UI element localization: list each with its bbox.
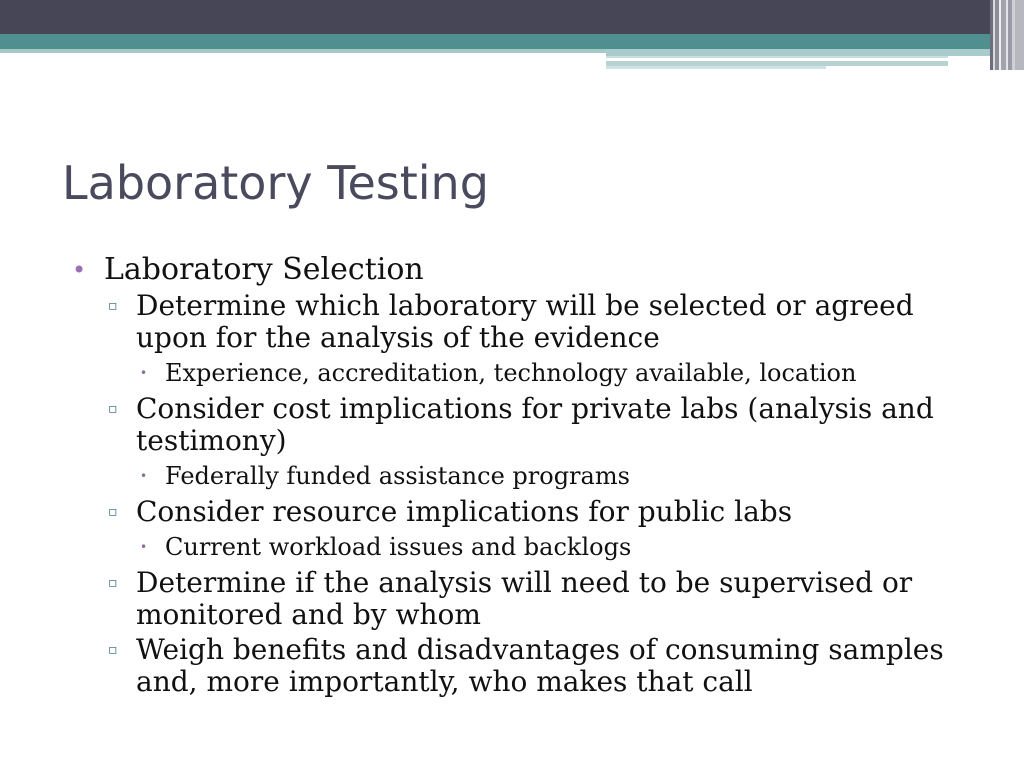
bullet-marker-icon: • — [140, 540, 148, 554]
bullet-text: Current workload issues and backlogs — [165, 533, 632, 561]
bullet-level-2 — [72, 290, 972, 354]
header-band-light — [0, 49, 606, 53]
bullet-level-1 — [72, 252, 972, 288]
bullet-level-2 — [72, 496, 972, 528]
header-band-teal — [0, 34, 1024, 49]
header-band-dark — [0, 0, 1024, 34]
bullet-marker-icon: • — [140, 366, 148, 380]
bullet-text: Consider resource implications for public labs — [136, 495, 793, 528]
header-accent-line — [606, 66, 826, 69]
header-accent-block — [606, 49, 996, 56]
bullet-level-3 — [72, 357, 972, 390]
bullet-marker-icon: • — [140, 469, 148, 483]
bullet-text: Determine if the analysis will need to be supervised or monitored and by whom — [136, 566, 913, 631]
bullet-level-3 — [72, 460, 972, 493]
slide-title: Laboratory Testing — [62, 156, 489, 210]
bullet-level-3 — [72, 531, 972, 564]
bullet-marker-icon: ▫ — [108, 642, 118, 658]
bullet-level-2 — [72, 634, 972, 698]
bullet-level-2 — [72, 393, 972, 457]
bullet-text: Experience, accreditation, technology available, location — [165, 359, 857, 387]
header-accent-line — [606, 56, 948, 58]
bullet-list — [72, 252, 972, 701]
bullet-text: Federally funded assistance programs — [165, 462, 630, 490]
bullet-marker-icon: ▫ — [108, 575, 118, 591]
bullet-marker-icon: ▫ — [108, 298, 118, 314]
bullet-text: Consider cost implications for private labs (analysis and testimony) — [136, 392, 934, 457]
bullet-level-2 — [72, 567, 972, 631]
bullet-text: Laboratory Selection — [104, 252, 424, 287]
bullet-marker-icon: ▫ — [108, 401, 118, 417]
header-stripes — [990, 0, 1024, 70]
bullet-text: Determine which laboratory will be selected or agreed upon for the analysis of the evidence — [136, 289, 914, 354]
bullet-marker-icon: ▫ — [108, 504, 118, 520]
bullet-marker-icon: • — [72, 256, 87, 284]
bullet-text: Weigh benefits and disadvantages of consuming samples and, more importantly, who makes that call — [136, 633, 944, 698]
